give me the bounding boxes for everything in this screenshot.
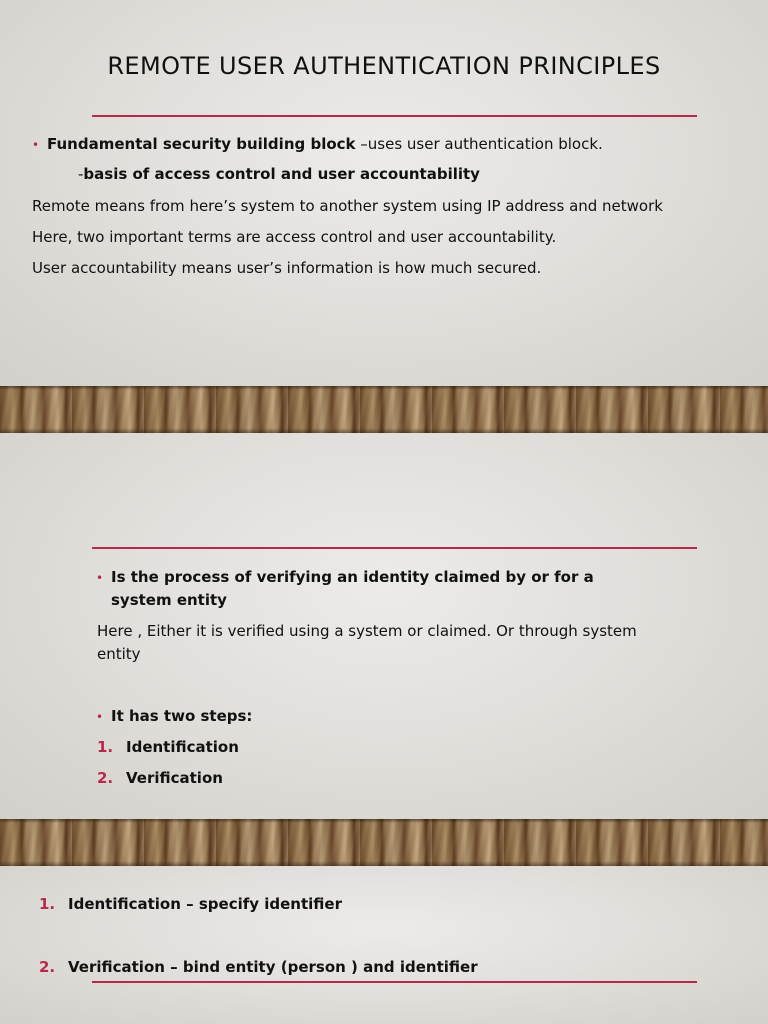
title-divider	[92, 547, 697, 549]
sub-prefix: -	[78, 165, 84, 183]
slide-3	[0, 866, 768, 1024]
title-divider	[92, 115, 697, 117]
paragraph-remote: Remote means from here’s system to another system using IP address and network	[32, 197, 663, 215]
list-label: Verification	[126, 769, 223, 787]
bullet-process-cont	[111, 590, 227, 610]
list-label: Identification	[126, 738, 239, 756]
paragraph-accountability: User accountability means user’s information is how much secured.	[32, 259, 542, 277]
list-number: 2.	[97, 769, 114, 787]
bullet-two-steps	[96, 706, 252, 727]
list-item	[39, 894, 342, 914]
bullet-two-steps-text: It has two steps:	[111, 707, 253, 725]
bullet-process-line1: Is the process of verifying an identity claimed by or for a	[111, 568, 594, 586]
wood-floor-divider	[0, 386, 768, 433]
list-item	[97, 768, 223, 788]
sub-bold-text: basis of access control and user accountability	[83, 165, 480, 183]
slide-title: REMOTE USER AUTHENTICATION PRINCIPLES	[107, 52, 661, 80]
list-label: Verification – bind entity (person ) and identifier	[68, 958, 478, 976]
paragraph-terms: Here, two important terms are access control and user accountability.	[32, 228, 557, 246]
list-number: 1.	[39, 895, 56, 913]
bullet-dot-icon: •	[96, 571, 104, 585]
paragraph-either-line2: entity	[97, 645, 141, 663]
list-item	[39, 957, 478, 977]
list-label: Identification – specify identifier	[68, 895, 342, 913]
wood-floor-divider	[0, 819, 768, 866]
bullet-bold-text: Fundamental security building block	[47, 135, 356, 153]
slide-1	[0, 0, 768, 386]
title-divider	[92, 981, 697, 983]
paragraph-either-line1: Here , Either it is verified using a system or claimed. Or through system	[97, 622, 637, 640]
list-number: 2.	[39, 958, 56, 976]
bullet-dot-icon: •	[96, 710, 104, 724]
slide-2	[0, 433, 768, 819]
bullet-fundamental	[32, 134, 603, 155]
bullet-dot-icon: •	[32, 138, 40, 152]
list-number: 1.	[97, 738, 114, 756]
list-item	[97, 737, 239, 757]
bullet-process-line2: system entity	[111, 591, 227, 609]
bullet-process	[96, 567, 594, 588]
sub-point	[78, 164, 480, 184]
bullet-rest-text: –uses user authentication block.	[355, 135, 603, 153]
